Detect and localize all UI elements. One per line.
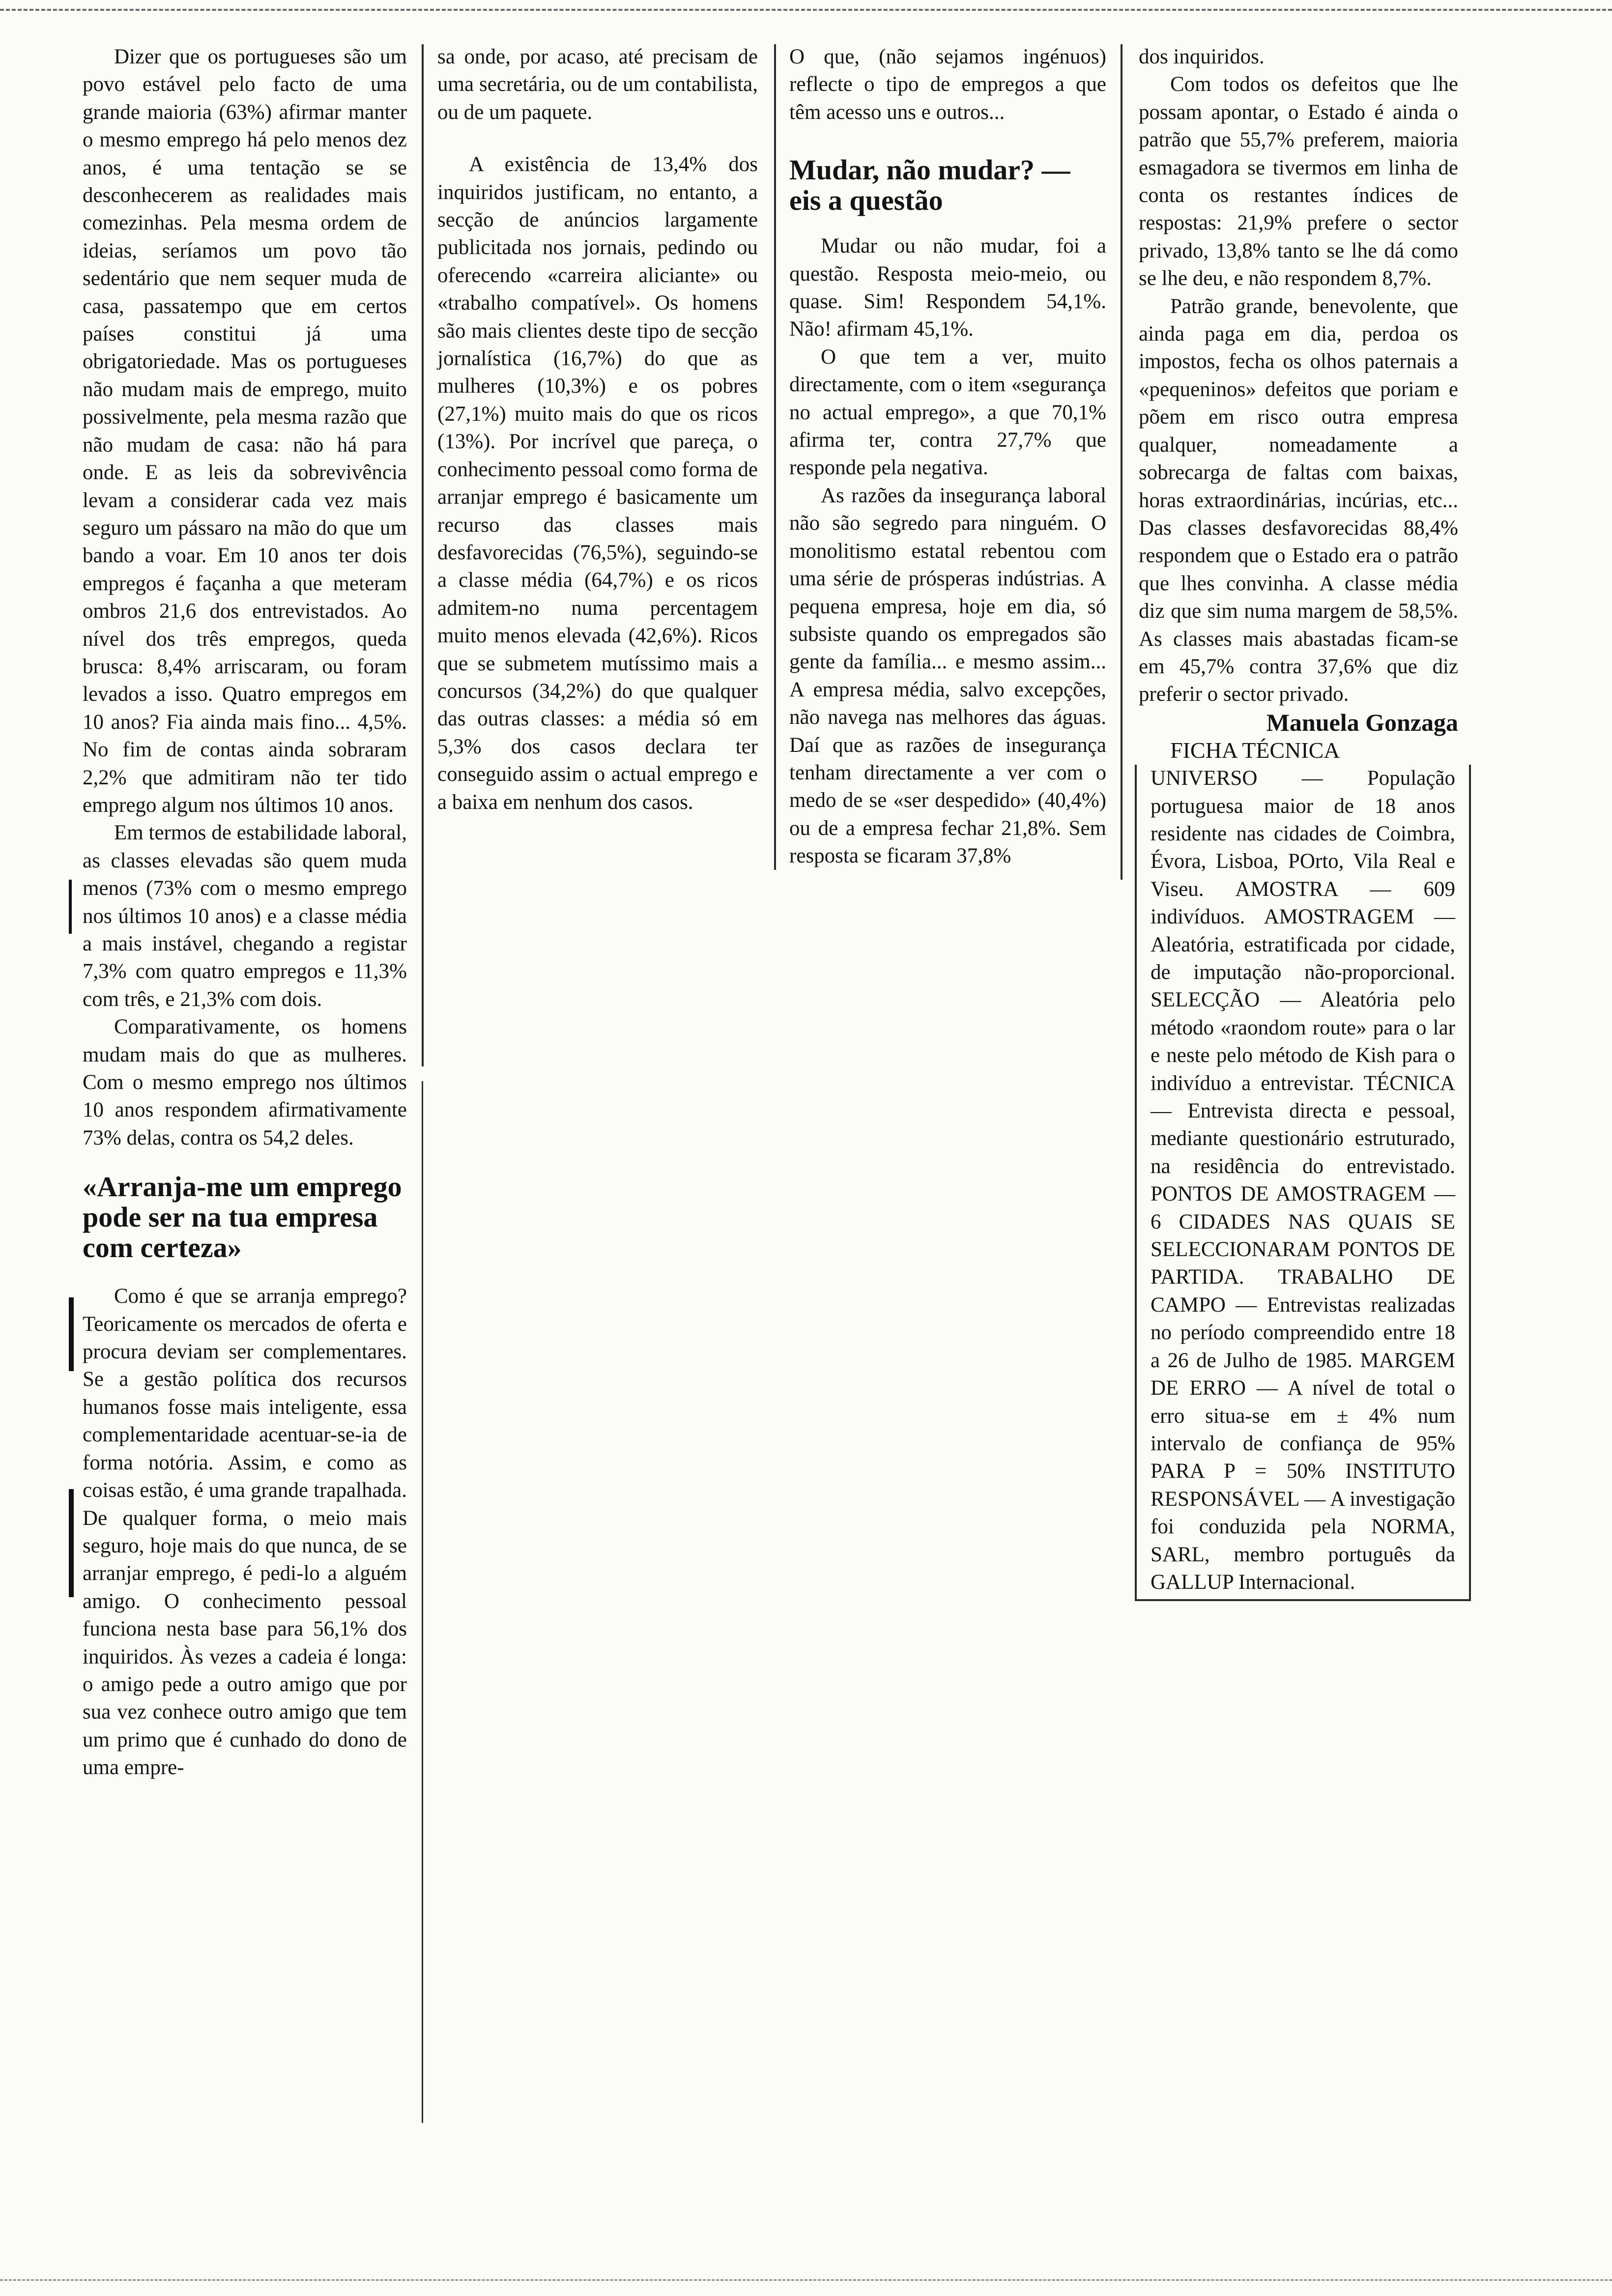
section-heading: «Arranja-me um emprego pode ser na tua empresa com certeza»	[83, 1171, 402, 1264]
margin-marker	[69, 880, 72, 934]
column-4	[1139, 43, 1458, 1601]
author-signature: Manuela Gonzaga	[1266, 708, 1458, 736]
paragraph: Como é que se arranja emprego? Teoricamente os mercados de oferta e procura deviam ser complementares. Se a gestão política dos recursos humanos fosse mais inteligente, essa complementaridade acentuar-se-ia de forma notória. Assim, e como as coisas estão, é uma grande trapalhada. De qualquer forma, o meio mais seguro, hoje mais do que nunca, de se arranjar emprego, é pedi-lo a alguém amigo. O conhecimento pessoal funciona nesta base para 56,1% dos inquiridos. Às vezes a cadeia é longa: o amigo pede a outro amigo que por sua vez conhece outro amigo que tem um primo que é cunhado do dono de uma empre-	[83, 1285, 407, 1779]
margin-marker	[69, 1297, 74, 1371]
paragraph: Dizer que os portugueses são um povo estável pelo facto de uma grande maioria (63%) afirmar manter o mesmo emprego há pelo menos dez anos, é uma tentação se se desconhecerem as realidades mais comezinhas. Pela mesma ordem de ideias, seríamos um povo tão sedentário que nem sequer muda de casa, passatempo que em certos países constitui já uma obrigatoriedade. Mas os portugueses não mudam mais de emprego, muito possivelmente, pela mesma razão que não mudam de casa: não há para onde. E as leis da sobrevivência levam a considerar cada vez mais seguro um pássaro na mão do que um bando a voar. Em 10 anos ter dois empregos é façanha a que meteram ombros 21,6 dos entrevistados. Ao nível dos três empregos, queda brusca: 8,4% arriscaram, ou foram levados a isso. Quatro empregos em 10 anos? Fia ainda mais fino... 4,5%. No fim de contas ainda sobraram 2,2% que admitiram não ter tido emprego algum nos últimos 10 anos.	[83, 45, 407, 817]
column-2	[437, 43, 758, 816]
margin-marker	[69, 1489, 74, 1597]
paragraph: Em termos de estabilidade laboral, as classes elevadas são quem muda menos (73% com o mesmo emprego nos últimos 10 anos) e a classe média a mais instável, chegando a registar 7,3% com quatro empregos e 11,3% com três, e 21,3% com dois.	[83, 821, 407, 1011]
paragraph: Comparativamente, os homens mudam mais do que as mulheres. Com o mesmo emprego nos últimos 10 anos respondem afirmativamente 73% delas, contra os 54,2 deles.	[83, 1015, 407, 1149]
bottom-dashed-rule	[0, 2279, 1612, 2281]
column-3	[789, 43, 1106, 870]
paragraph: sa onde, por acaso, até precisam de uma secretária, ou de um contabilista, ou de um paquete.	[437, 45, 758, 124]
column-divider	[774, 44, 776, 870]
paragraph: A existência de 13,4% dos inquiridos justificam, no entanto, a secção de anúncios largamente publicitada nos jornais, pedindo ou oferecendo «carreira aliciante» ou «trabalho compatível». Os homens são mais clientes deste tipo de secção jornalística (16,7%) do que as mulheres (10,3%) e os pobres (27,1%) muito mais do que os ricos (13%). Por incrível que pareça, o conhecimento pessoal como forma de arranjar emprego é basicamente um recurso das classes mais desfavorecidas (76,5%), seguindo-se a classe média (64,7%) e os ricos admitem-no numa percentagem muito menos elevada (42,6%). Ricos que se submetem mutíssimo mais a concursos (34,2%) do que qualquer das outras classes: a média só em 5,3% dos casos declara ter conseguido assim o actual emprego e a baixa em nenhum dos casos.	[437, 153, 758, 814]
section-heading: Mudar, não mudar? — eis a questão	[789, 154, 1070, 217]
column-divider	[1121, 44, 1123, 880]
column-1	[83, 43, 407, 1782]
technical-sheet-text: UNIVERSO — População portuguesa maior de 18 anos residente nas cidades de Coimbra, Évora, Lisboa, POrto, Vila Real e Viseu. AMOSTRA — 609 indivíduos. AMOSTRAGEM — Aleatória, estratificada por cidade, de imputação não-proporcional. SELECÇÃO — Aleatória pelo método «raondom route» para o lar e neste pelo método de Kish para o indivíduo a entrevistar. TÉCNICA — Entrevista directa e pessoal, mediante questionário estruturado, na residência do entrevistado. PONTOS DE AMOSTRAGEM — 6 CIDADES NAS QUAIS SE SELECCIONARAM PONTOS DE PARTIDA. TRABALHO DE CAMPO — Entrevistas realizadas no período compreendido entre 18 a 26 de Julho de 1985. MARGEM DE ERRO — A nível de total o erro situa-se em ± 4% num intervalo de confiança de 95% PARA P = 50% INSTITUTO RESPONSÁVEL — A investigação foi conduzida pela NORMA, SARL, membro português da GALLUP Internacional.	[1151, 767, 1455, 1594]
technical-sheet-box	[1135, 765, 1471, 1601]
paragraph: Mudar ou não mudar, foi a questão. Resposta meio-meio, ou quase. Sim! Respondem 54,1%. Não! afirmam 45,1%.	[789, 234, 1106, 341]
paragraph: O que tem a ver, muito directamente, com o item «segurança no actual emprego», a que 70,1% afirma ter, contra 27,7% que responde pela negativa.	[789, 345, 1106, 480]
top-dashed-rule	[0, 9, 1612, 11]
paragraph: Com todos os defeitos que lhe possam apontar, o Estado é ainda o patrão que 55,7% preferem, maioria esmagadora se tivermos em linha de conta os restantes índices de respostas: 21,9% prefere o sector privado, 13,8% tanto se lhe dá como se lhe deu, e não respondem 8,7%.	[1139, 73, 1458, 290]
paragraph: As razões da insegurança laboral não são segredo para ninguém. O monolitismo estatal rebentou com uma série de prósperas indústrias. A pequena empresa, hoje em dia, só subsiste quando os empregados são gente da família... e mesmo assim... A empresa média, salvo excepções, não navega nas melhores das águas. Daí que as razões de insegurança tenham directamente a ver com o medo de se «ser despedido» (40,4%) ou de a empresa fechar 21,8%. Sem resposta se ficaram 37,8%	[789, 484, 1106, 868]
paragraph: dos inquiridos.	[1139, 45, 1265, 68]
paragraph: O que, (não sejamos ingénuos) reflecte o tipo de empregos a que têm acesso uns e outros...	[789, 45, 1106, 124]
paragraph: Patrão grande, benevolente, que ainda paga em dia, perdoa os impostos, fecha os olhos paternais a «pequeninos» defeitos que poriam e põem em risco outra empresa qualquer, nomeadamente a sobrecarga de faltas com baixas, horas extraordinárias, incúrias, etc... Das classes desfavorecidas 88,4% respondem que o Estado era o patrão que lhes convinha. A classe média diz que sim numa margem de 58,5%. As classes mais abastadas ficam-se em 45,7% contra 37,6% que diz preferir o sector privado.	[1139, 294, 1458, 706]
column-divider	[422, 1081, 423, 2123]
column-divider	[422, 44, 424, 1066]
technical-sheet-title: FICHA TÉCNICA	[1170, 738, 1340, 763]
